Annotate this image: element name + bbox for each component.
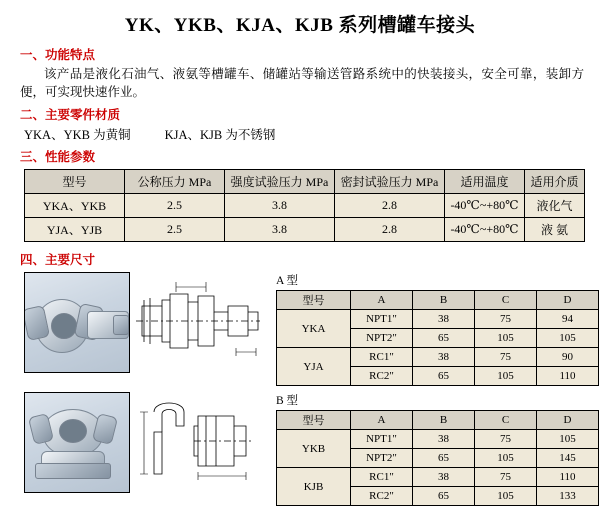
spec-cell: YJA、YJB xyxy=(25,218,125,242)
dim-cell: 38 xyxy=(413,430,475,449)
dim-cell: 75 xyxy=(475,468,537,487)
dim-cell: RC2" xyxy=(351,367,413,386)
dim-cell: 75 xyxy=(475,348,537,367)
spec-cell: -40℃~+80℃ xyxy=(445,218,525,242)
spec-cell: 2.5 xyxy=(125,218,225,242)
type-label-a: A 型 xyxy=(276,275,299,288)
dimensions-area xyxy=(24,272,590,506)
performance-table xyxy=(24,169,585,242)
dim-cell: NPT1" xyxy=(351,310,413,329)
section-heading-features: 一、功能特点 xyxy=(20,48,96,62)
dim-header-cell: A xyxy=(351,291,413,310)
table-row xyxy=(25,194,585,218)
table-header-row xyxy=(277,411,599,430)
dim-header-cell: 型号 xyxy=(277,411,351,430)
dim-cell: 94 xyxy=(537,310,599,329)
dim-cell: 65 xyxy=(413,367,475,386)
spec-cell: 液 氨 xyxy=(525,218,585,242)
spec-cell: 2.8 xyxy=(335,194,445,218)
dim-model-cell: YKA xyxy=(277,310,351,348)
product-photo-b xyxy=(24,392,130,493)
dim-cell: 110 xyxy=(537,367,599,386)
dim-header-cell: B xyxy=(413,411,475,430)
dimension-block-a xyxy=(24,272,590,386)
table-row xyxy=(277,310,599,329)
spec-header-cell: 密封试验压力 MPa xyxy=(335,170,445,194)
table-row xyxy=(277,468,599,487)
dim-cell: RC1" xyxy=(351,348,413,367)
dimension-block-b xyxy=(24,392,590,506)
dim-cell: 105 xyxy=(475,329,537,348)
dimension-table-wrap-a xyxy=(276,272,599,386)
table-row xyxy=(277,348,599,367)
technical-drawing-b xyxy=(136,392,264,491)
dim-cell: 38 xyxy=(413,348,475,367)
dim-cell: NPT2" xyxy=(351,449,413,468)
dim-cell: 75 xyxy=(475,310,537,329)
dim-cell: 38 xyxy=(413,310,475,329)
table-header-row xyxy=(277,291,599,310)
dim-header-cell: C xyxy=(475,291,537,310)
dim-cell: NPT1" xyxy=(351,430,413,449)
section-heading-material: 二、主要零件材质 xyxy=(20,108,121,123)
dim-cell: 90 xyxy=(537,348,599,367)
type-label-b: B 型 xyxy=(276,395,299,408)
spec-header-cell: 型号 xyxy=(25,170,125,194)
dim-header-cell: D xyxy=(537,291,599,310)
dimension-table-wrap-b xyxy=(276,392,599,506)
dim-cell: 75 xyxy=(475,430,537,449)
spec-cell: 2.5 xyxy=(125,194,225,218)
dim-cell: RC1" xyxy=(351,468,413,487)
material-line xyxy=(24,125,590,143)
page-title: YK、YKB、KJA、KJB 系列槽罐车接头 xyxy=(124,15,476,36)
spec-cell: -40℃~+80℃ xyxy=(445,194,525,218)
spec-cell: 液化气 xyxy=(525,194,585,218)
table-header-row xyxy=(25,170,585,194)
spec-header-cell: 公称压力 MPa xyxy=(125,170,225,194)
dim-cell: 65 xyxy=(413,487,475,506)
drawing-svg-a xyxy=(136,272,264,371)
dim-cell: 65 xyxy=(413,329,475,348)
material-text-a: YKA、YKB 为黄铜 xyxy=(24,128,131,143)
technical-drawing-a xyxy=(136,272,264,371)
dim-cell: 105 xyxy=(537,430,599,449)
spec-cell: 3.8 xyxy=(225,218,335,242)
dim-model-cell: YKB xyxy=(277,430,351,468)
dim-model-cell: YJA xyxy=(277,348,351,386)
dim-cell: 105 xyxy=(475,487,537,506)
dim-cell: 133 xyxy=(537,487,599,506)
spec-cell: YKA、YKB xyxy=(25,194,125,218)
dimension-table-a xyxy=(276,290,599,386)
dim-header-cell: A xyxy=(351,411,413,430)
material-text-b: KJA、KJB 为不锈钢 xyxy=(164,128,276,143)
spec-header-cell: 强度试验压力 MPa xyxy=(225,170,335,194)
dim-model-cell: KJB xyxy=(277,468,351,506)
dim-cell: 145 xyxy=(537,449,599,468)
dim-header-cell: B xyxy=(413,291,475,310)
dim-header-cell: C xyxy=(475,411,537,430)
dim-cell: 105 xyxy=(537,329,599,348)
dim-cell: 65 xyxy=(413,449,475,468)
section-heading-performance: 三、性能参数 xyxy=(20,150,96,165)
section-heading-dimensions: 四、主要尺寸 xyxy=(20,253,96,268)
dim-cell: 110 xyxy=(537,468,599,487)
document-page xyxy=(0,10,600,526)
dim-cell: 38 xyxy=(413,468,475,487)
spec-cell: 2.8 xyxy=(335,218,445,242)
dim-header-cell: 型号 xyxy=(277,291,351,310)
spec-header-cell: 适用介质 xyxy=(525,170,585,194)
drawing-svg-b xyxy=(136,392,264,491)
dim-cell: 105 xyxy=(475,449,537,468)
table-row xyxy=(277,430,599,449)
spec-cell: 3.8 xyxy=(225,194,335,218)
table-row xyxy=(25,218,585,242)
dimension-table-b xyxy=(276,410,599,506)
dim-cell: NPT2" xyxy=(351,329,413,348)
dim-cell: 105 xyxy=(475,367,537,386)
dim-cell: RC2" xyxy=(351,487,413,506)
spec-header-cell: 适用温度 xyxy=(445,170,525,194)
features-paragraph: 该产品是液化石油气、液氨等槽罐车、储罐站等输送管路系统中的快装接头，安全可靠，装卸方便，可实现快速作业。 xyxy=(20,67,584,100)
dim-header-cell: D xyxy=(537,411,599,430)
product-photo-a xyxy=(24,272,130,373)
